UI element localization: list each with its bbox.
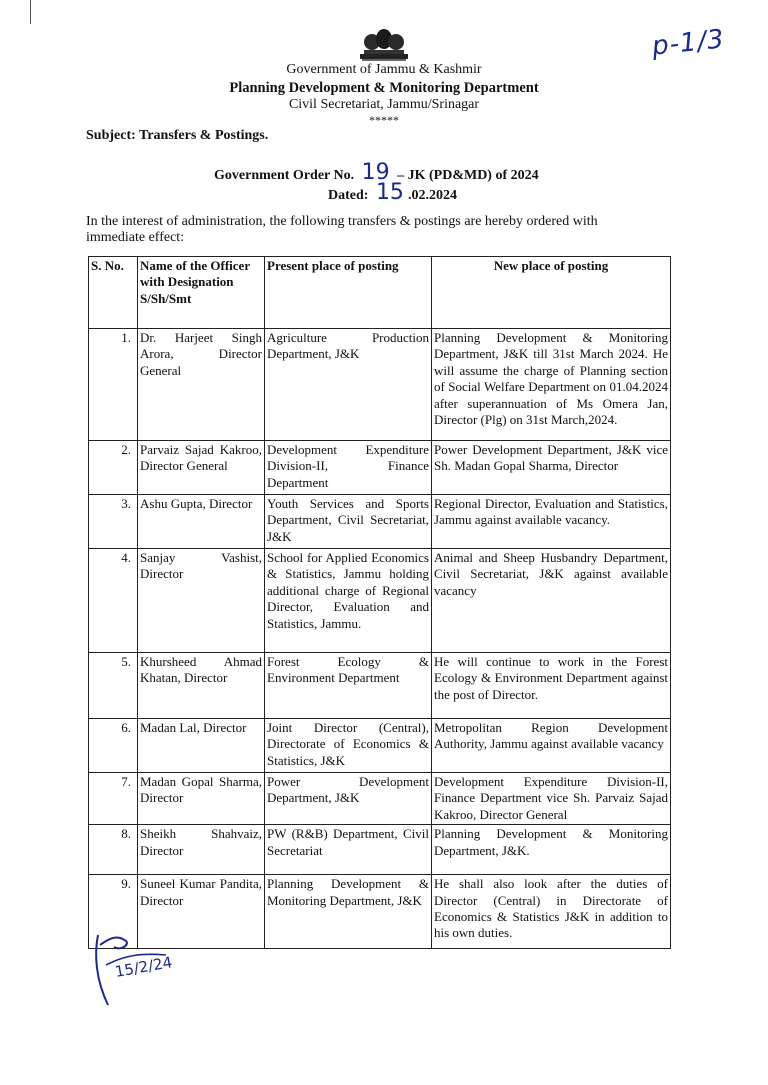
header-officer: Name of the Officer with Designation S/Sh/Smt xyxy=(138,257,265,329)
state-emblem-icon xyxy=(356,28,412,62)
table-row xyxy=(89,329,671,441)
postings-table xyxy=(88,256,671,949)
cell-present-posting: School for Applied Economics & Statistics, Jammu holding additional charge of Regional Director, Evaluation and Statistics, Jammu. xyxy=(265,549,432,653)
cell-new-posting: Power Development Department, J&K vice Sh. Madan Gopal Sharma, Director xyxy=(432,441,671,495)
cell-present-posting: Forest Ecology & Environment Department xyxy=(265,653,432,719)
order-date-line xyxy=(328,180,457,205)
cell-new-posting: Planning Development & Monitoring Department, J&K till 31st March 2024. He will assume the charge of Planning section of Social Welfare Department on 01.04.2024 after superannuation of Ms Omera Jan, Director (Plg) on 31st March,2024. xyxy=(432,329,671,441)
table-row xyxy=(89,719,671,773)
page-number-handwritten: p-1/3 xyxy=(650,24,727,62)
cell-present-posting: Development Expenditure Division-II, Finance Department xyxy=(265,441,432,495)
table-row xyxy=(89,773,671,825)
table-row xyxy=(89,495,671,549)
cell-present-posting: Agriculture Production Department, J&K xyxy=(265,329,432,441)
table-row xyxy=(89,653,671,719)
signature-handwritten xyxy=(86,925,196,1010)
order-number-handwritten: 19 xyxy=(361,160,390,185)
cell-sno: 4. xyxy=(89,549,138,653)
cell-sno: 2. xyxy=(89,441,138,495)
table-row xyxy=(89,825,671,875)
cell-sno: 5. xyxy=(89,653,138,719)
table-header-row xyxy=(89,257,671,329)
header-stars: ***** xyxy=(369,113,399,127)
svg-text:15/2/24: 15/2/24 xyxy=(113,953,174,981)
cell-sno: 7. xyxy=(89,773,138,825)
cell-sno: 9. xyxy=(89,875,138,949)
dated-day-handwritten: 15 xyxy=(375,180,404,205)
cell-present-posting: Power Development Department, J&K xyxy=(265,773,432,825)
table-row xyxy=(89,549,671,653)
dated-label: Dated: xyxy=(328,188,369,203)
cell-present-posting: Joint Director (Central), Directorate of Economics & Statistics, J&K xyxy=(265,719,432,773)
cell-sno: 6. xyxy=(89,719,138,773)
cell-officer-name: Dr. Harjeet Singh Arora, Director General xyxy=(138,329,265,441)
order-suffix: – JK (PD&MD) of 2024 xyxy=(397,168,539,183)
cell-new-posting: Development Expenditure Division-II, Finance Department vice Sh. Parvaiz Sajad Kakroo, Director General xyxy=(432,773,671,825)
cell-officer-name: Khursheed Ahmad Khatan, Director xyxy=(138,653,265,719)
cell-officer-name: Madan Gopal Sharma, Director xyxy=(138,773,265,825)
header-sno: S. No. xyxy=(89,257,138,329)
margin-line xyxy=(30,0,31,24)
cell-new-posting: He will continue to work in the Forest Ecology & Environment Department against the post of Director. xyxy=(432,653,671,719)
cell-officer-name: Madan Lal, Director xyxy=(138,719,265,773)
cell-officer-name: Ashu Gupta, Director xyxy=(138,495,265,549)
cell-new-posting: Regional Director, Evaluation and Statistics, Jammu against available vacancy. xyxy=(432,495,671,549)
cell-new-posting: He shall also look after the duties of Director (Central) in Directorate of Economics & Statistics J&K in addition to his own duties. xyxy=(432,875,671,949)
order-prefix: Government Order No. xyxy=(214,168,355,183)
cell-new-posting: Metropolitan Region Development Authority, Jammu against available vacancy xyxy=(432,719,671,773)
header-location: Civil Secretariat, Jammu/Srinagar xyxy=(288,97,480,112)
cell-present-posting: PW (R&B) Department, Civil Secretariat xyxy=(265,825,432,875)
header-present-posting: Present place of posting xyxy=(265,257,432,329)
header-government: Government of Jammu & Kashmir xyxy=(286,62,482,77)
cell-officer-name: Sheikh Shahvaiz, Director xyxy=(138,825,265,875)
table-row xyxy=(89,441,671,495)
subject-line: Subject: Transfers & Postings. xyxy=(86,128,269,143)
cell-officer-name: Parvaiz Sajad Kakroo, Director General xyxy=(138,441,265,495)
header-department: Planning Development & Monitoring Department xyxy=(229,80,539,96)
cell-sno: 1. xyxy=(89,329,138,441)
intro-paragraph: In the interest of administration, the following transfers & postings are hereby ordered with immediate effect: xyxy=(86,214,598,245)
dated-rest: .02.2024 xyxy=(407,188,457,203)
header-new-posting: New place of posting xyxy=(432,257,671,329)
cell-new-posting: Planning Development & Monitoring Department, J&K. xyxy=(432,825,671,875)
cell-present-posting: Planning Development & Monitoring Department, J&K xyxy=(265,875,432,949)
cell-officer-name: Sanjay Vashist, Director xyxy=(138,549,265,653)
cell-sno: 3. xyxy=(89,495,138,549)
cell-sno: 8. xyxy=(89,825,138,875)
cell-new-posting: Animal and Sheep Husbandry Department, Civil Secretariat, J&K against available vacancy xyxy=(432,549,671,653)
cell-officer-name: Suneel Kumar Pandita, Director xyxy=(138,875,265,949)
cell-present-posting: Youth Services and Sports Department, Civil Secretariat, J&K xyxy=(265,495,432,549)
